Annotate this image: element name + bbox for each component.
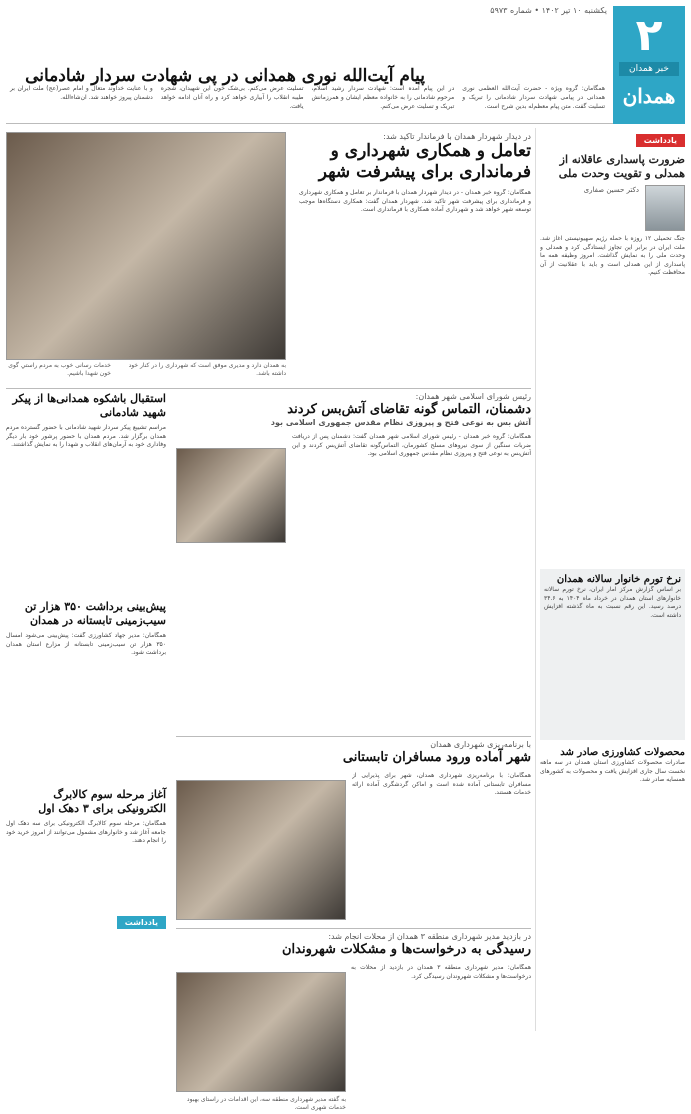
page-number: ۲ bbox=[635, 10, 663, 61]
notes-title: محصولات کشاورزی صادر شد bbox=[560, 747, 685, 758]
article1-caption: به همدان دارد و مدیری موفق است که شهرداری را در کنار خود داشته باشد. bbox=[128, 362, 286, 377]
article6-photo bbox=[176, 780, 346, 920]
main-area bbox=[6, 128, 531, 1111]
header-col: تسلیت عرض می‌کنم. بی‌شک خون این شهیدان، شجره طیبه انقلاب را آبیاری خواهد کرد و راه آنان ادامه خواهد یافت. bbox=[160, 85, 304, 110]
article2-subtitle: آتش بس به نوعی فتح و پیروزی نظام مقدس جمهوری اسلامی بود bbox=[270, 418, 531, 427]
divider bbox=[176, 736, 531, 737]
author-photo bbox=[645, 185, 685, 231]
header-col: و با عنایت خداوند متعال و امام عصر(عج) ملت ایران بر دشمنان پیروز خواهند شد. ان‌شاءالله. bbox=[10, 85, 153, 101]
article7-title: رسیدگی به درخواست‌ها و مشکلات شهروندان bbox=[281, 942, 531, 957]
article5-title: آغاز مرحله سوم کالابرگ الکترونیکی برای ۳ دهک اول bbox=[38, 788, 166, 815]
author-block bbox=[540, 185, 685, 231]
article1-kicker: در دیدار شهردار همدان با فرماندار تاکید شد: bbox=[383, 132, 531, 141]
article6-title: شهر آماده ورود مسافران تابستانی bbox=[342, 750, 531, 765]
article2-title: دشمنان، التماس گونه تقاضای آتش‌بس کردند bbox=[287, 402, 531, 417]
article-district bbox=[176, 932, 531, 1114]
article1-title: تعامل و همکاری شهرداری و فرمانداری برای پیشرفت شهر bbox=[318, 141, 531, 182]
article2-photo bbox=[176, 448, 286, 543]
notes-tag: یادداشت bbox=[117, 916, 166, 929]
divider bbox=[176, 928, 531, 929]
article-council bbox=[176, 392, 531, 693]
brand-name: همدان bbox=[622, 84, 676, 108]
article2-kicker: رئیس شورای اسلامی شهر همدان: bbox=[415, 392, 531, 401]
article4-body: همگامان: مدیر جهاد کشاورزی گفت: پیش‌بینی می‌شود امسال ۳۵۰ هزار تن سیب‌زمینی تابستانه از مزارع استان همدان برداشت شود. bbox=[6, 632, 166, 657]
article4-title: پیش‌بینی برداشت ۳۵۰ هزار تن سیب‌زمینی تابستانه در همدان bbox=[24, 600, 166, 627]
page-header bbox=[6, 6, 685, 124]
article7-kicker: در بازدید مدیر شهرداری منطقه ۳ همدان از محلات انجام شد: bbox=[328, 932, 531, 941]
article6-body: همگامان: با برنامه‌ریزی شهرداری همدان، شهر برای پذیرایی از مسافران تابستانی آماده شده است و اماکن گردشگری آماده ارائه خدمات هستند. bbox=[352, 772, 531, 797]
article-municipality bbox=[299, 132, 531, 339]
dateline: یکشنبه ۱۰ تیر ۱۴۰۲ • شماره ۵۹۷۳ bbox=[490, 6, 607, 15]
inflation-body: بر اساس گزارش مرکز آمار ایران، نرخ تورم سالانه خانوارهای استان همدان در خرداد ماه ۱۴۰۴ به ۳۴.۶ درصد رسید. این رقم نسبت به ماه گذشته افزایش داشته است. bbox=[544, 586, 681, 619]
article1-body: همگامان: گروه خبر همدان - در دیدار شهردار همدان با فرماندار بر تعامل و همکاری شهرداری و فرمانداری برای پیشرفت شهر تاکید شد. شهردار همدان گفت: همکاری دستگاه‌ها موجب توسعه شهر خواهد شد و شهرداری آماده همکاری با فرمانداری است. bbox=[299, 189, 531, 214]
article6-kicker: با برنامه‌ریزی شهرداری همدان bbox=[430, 740, 531, 749]
sidebar-tag: یادداشت bbox=[636, 134, 685, 147]
article-funeral bbox=[6, 392, 166, 933]
sidebar-title: ضرورت پاسداری عاقلانه از همدلی و تقویت وحدت ملی bbox=[558, 153, 685, 180]
author-name: دکتر حسین صفاری bbox=[583, 186, 639, 194]
article2-body: همگامان: گروه خبر همدان - رئیس شورای اسلامی شهر همدان گفت: دشمنان پس از دریافت ضربات سنگین از سوی نیروهای مسلح کشورمان، التماس‌گونه تقاضای آتش‌بس کردند و این آتش‌بس به نوعی فتح و پیروزی نظام مقدس جمهوری اسلامی بود. bbox=[292, 433, 531, 458]
article3-body: مراسم تشییع پیکر سردار شهید شادمانی با حضور گسترده مردم همدان برگزار شد. مردم همدان با حضور پرشور خود بار دیگر وفاداری خود به آرمان‌های انقلاب و شهدا را به نمایش گذاشتند. bbox=[6, 424, 166, 449]
section-label: خبر همدان bbox=[619, 62, 679, 76]
header-col: در این پیام آمده است: شهادت سردار رشید اسلام، مرحوم شادمانی را به خانواده معظم ایشان و همرزمانش تبریک و تسلیت عرض می‌کنم. bbox=[311, 85, 455, 110]
sidebar-body: جنگ تحمیلی ۱۲ روزه با حمله رژیم صهیونیستی آغاز شد. ملت ایران در برابر این تجاوز ایستادگی کرد و همدلی و وحدت ملی را به نمایش گذاشت. امروز وظیفه همه ما پاسداری از این همدلی است و باید با عقلانیت از آن محافظت کنیم. bbox=[540, 235, 685, 277]
inflation-box bbox=[540, 569, 685, 740]
header-headline: پیام آیت‌الله نوری همدانی در پی شهادت سردار شادمانی bbox=[25, 66, 425, 86]
header-col: همگامان: گروه ویژه - حضرت آیت‌الله العظمی نوری همدانی در پیامی شهادت سردار شادمانی را تبریک و تسلیت گفت. متن پیام معظم‌له بدین شرح است. bbox=[462, 85, 605, 110]
section-logo bbox=[613, 6, 685, 124]
header-columns bbox=[10, 84, 605, 111]
article7-body: همگامان: مدیر شهرداری منطقه ۳ همدان در بازدید از محلات به درخواست‌ها و مشکلات شهروندان رسیدگی کرد. bbox=[351, 964, 531, 980]
article5-body: همگامان: مرحله سوم کالابرگ الکترونیکی برای سه دهک اول جامعه آغاز شد و خانوارهای مشمول می‌توانند از امروز خرید خود را انجام دهند. bbox=[6, 820, 166, 845]
article3-title: استقبال باشکوه همدانی‌ها از پیکر شهید شادمانی bbox=[12, 392, 166, 419]
article-summer bbox=[176, 740, 531, 922]
inflation-title: نرخ تورم خانوار سالانه همدان bbox=[556, 574, 681, 585]
article1-caption2: خدمات رسانی خوب به مردم راستیِ گوی خون شهدا باشیم. bbox=[8, 362, 111, 377]
article1-photo bbox=[6, 132, 286, 360]
divider bbox=[6, 388, 531, 389]
article7-photo bbox=[176, 972, 346, 1092]
sidebar-column bbox=[535, 128, 685, 1031]
notes-body: صادرات محصولات کشاورزی استان همدان در سه ماهه نخست سال جاری افزایش یافت و محصولات به کشورهای همسایه صادر شد. bbox=[540, 759, 685, 784]
article7-caption: به گفته مدیر شهرداری منطقه سه، این اقدامات در راستای بهبود خدمات شهری است. bbox=[186, 1096, 346, 1111]
